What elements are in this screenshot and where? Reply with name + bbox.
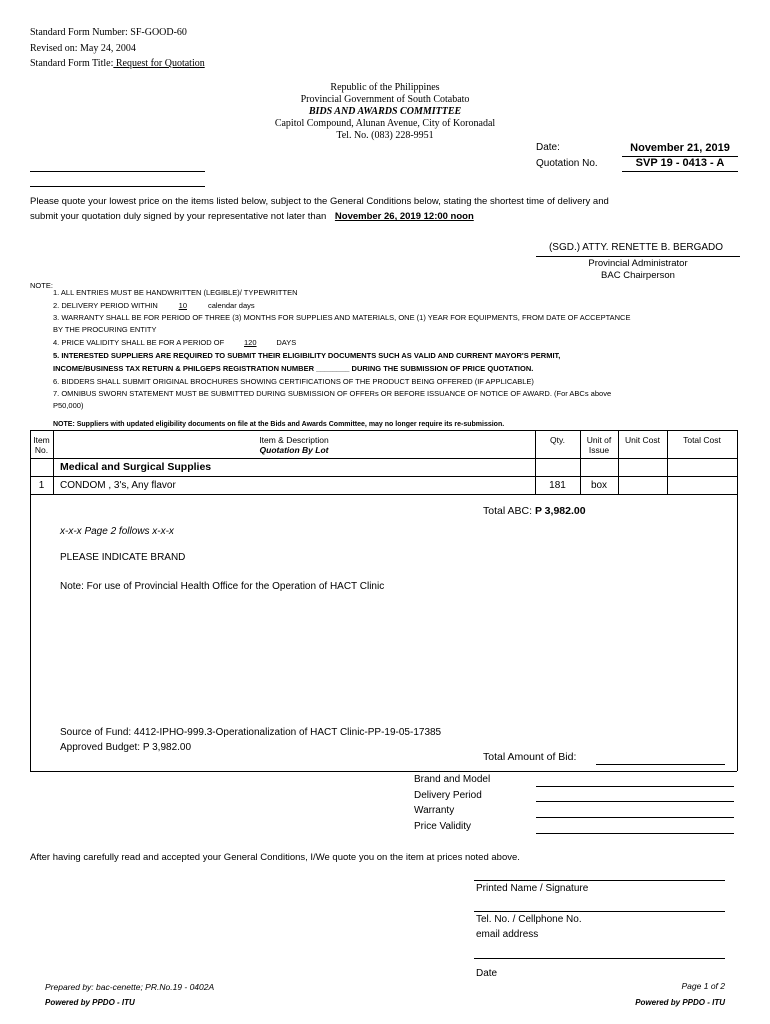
- row-item-no: 1: [38, 480, 45, 491]
- brand-model-line[interactable]: [536, 786, 734, 787]
- agency-tel: Tel. No. (083) 228-9951: [336, 130, 434, 141]
- total-abc: [483, 505, 586, 517]
- form-number: Standard Form Number: SF-GOOD-60: [30, 27, 187, 38]
- table-line-header: [30, 458, 737, 459]
- header-unit-of-issue: [580, 435, 618, 455]
- quotation-label: Quotation No.: [536, 158, 598, 169]
- signatory-title-1: Provincial Administrator: [588, 258, 688, 269]
- intro-line-1: Please quote your lowest price on the items listed below, subject to the General Conditions below, stating the shortest time of delivery and: [30, 196, 609, 207]
- note-5-b: INCOME/BUSINESS TAX RETURN & PHILGEPS REGISTRATION NUMBER ________ DURING THE SUBMISSION OF PRICE QUOTATION.: [53, 364, 534, 373]
- quotation-underline: [622, 171, 738, 172]
- date-value: November 21, 2019: [630, 142, 730, 154]
- price-validity-line[interactable]: [536, 833, 734, 834]
- form-title: [30, 58, 205, 69]
- note-4-a: 4. PRICE VALIDITY SHALL BE FOR A PERIOD OF: [53, 338, 225, 347]
- tel-label: Tel. No. / Cellphone No.: [476, 914, 582, 925]
- quotation-value: SVP 19 - 0413 - A: [635, 157, 725, 169]
- blank-line-1: [30, 171, 205, 172]
- source-of-fund: Source of Fund: 4412-IPHO-999.3-Operationalization of HACT Clinic-PP-19-05-17385: [60, 727, 442, 738]
- header-item-no: [30, 435, 53, 455]
- printed-name-line[interactable]: [474, 880, 725, 881]
- blank-line-2: [30, 186, 205, 187]
- header-qty: Qty.: [550, 435, 565, 445]
- table-line-row: [30, 494, 737, 495]
- brand-model-label: Brand and Model: [414, 774, 491, 785]
- powered-by-right: Powered by PPDO - ITU: [635, 998, 725, 1007]
- intro-line-2: [30, 211, 474, 222]
- header-unit-cost: Unit Cost: [625, 435, 660, 445]
- delivery-period-line[interactable]: [536, 801, 734, 802]
- date-line[interactable]: [474, 958, 725, 959]
- note-resubmission: NOTE: Suppliers with updated eligibility documents on file at the Bids and Awards Committee, may no longer require its re-submission.: [53, 421, 505, 428]
- row-description: CONDOM , 3's, Any flavor: [60, 480, 176, 491]
- total-abc-value: P 3,982.00: [534, 505, 586, 517]
- note-5-a: 5. INTERESTED SUPPLIERS ARE REQUIRED TO SUBMIT THEIR ELIGIBILITY DOCUMENTS SUCH AS VALID AND CURRENT MAYOR'S PERMIT,: [53, 351, 561, 360]
- prepared-by: Prepared by: bac-cenette; PR.No.19 - 0402A: [45, 982, 215, 992]
- total-bid-label: Total Amount of Bid:: [483, 751, 577, 763]
- agency-country: Republic of the Philippines: [330, 82, 440, 93]
- approved-budget: Approved Budget: P 3,982.00: [60, 742, 192, 753]
- header-unit-line2: Issue: [588, 445, 610, 455]
- agency-address: Capitol Compound, Alunan Avenue, City of Koronadal: [274, 118, 496, 129]
- agency-committee: BIDS AND AWARDS COMMITTEE: [308, 106, 462, 117]
- note-2: [53, 301, 255, 310]
- header-total-cost: Total Cost: [683, 435, 721, 445]
- price-validity-label: Price Validity: [414, 821, 472, 832]
- note-3-b: BY THE PROCURING ENTITY: [53, 325, 157, 334]
- page-number: Page 1 of 2: [681, 981, 725, 991]
- note-label: NOTE:: [30, 281, 53, 290]
- header-item-line1: Item: [33, 435, 50, 445]
- warranty-line[interactable]: [536, 817, 734, 818]
- note-4-value: 120: [244, 338, 257, 347]
- header-item-line2: No.: [34, 445, 49, 455]
- note-3-a: 3. WARRANTY SHALL BE FOR PERIOD OF THREE (3) MONTHS FOR SUPPLIES AND MATERIALS, ONE (1) YEAR FOR EQUIPMENTS, FROM DATE OF ACCEPTANCE: [53, 313, 631, 322]
- row-qty: 181: [549, 480, 566, 491]
- signatory-name: (SGD.) ATTY. RENETTE B. BERGADO: [548, 242, 724, 253]
- date-label: Date:: [536, 142, 560, 153]
- acceptance-statement: After having carefully read and accepted your General Conditions, I/We quote you on the item at prices noted above.: [30, 852, 520, 863]
- header-desc-line1: Item & Description: [259, 435, 329, 445]
- row-unit: box: [590, 480, 608, 491]
- email-label: email address: [476, 929, 539, 940]
- note-6: 6. BIDDERS SHALL SUBMIT ORIGINAL BROCHURES SHOWING CERTIFICATIONS OF THE PRODUCT BEING OFFERED (IF APPLICABLE): [53, 377, 534, 386]
- usage-note: Note: For use of Provincial Health Office for the Operation of HACT Clinic: [60, 581, 385, 592]
- note-2-value: 10: [178, 301, 188, 310]
- category-label: Medical and Surgical Supplies: [60, 461, 212, 473]
- agency-province: Provincial Government of South Cotabato: [300, 94, 470, 105]
- note-4-b: DAYS: [276, 338, 297, 347]
- table-line-top: [30, 430, 737, 431]
- form-title-label: Standard Form Title:: [30, 58, 114, 69]
- note-2-a: 2. DELIVERY PERIOD WITHIN: [53, 301, 158, 310]
- form-revised: Revised on: May 24, 2004: [30, 43, 136, 54]
- total-abc-label: Total ABC:: [483, 505, 533, 517]
- date-sign-label: Date: [476, 968, 498, 979]
- signatory-underline: [536, 256, 740, 257]
- header-description: [53, 435, 535, 455]
- intro-line-2-text: submit your quotation duly signed by your representative not later than: [30, 211, 327, 222]
- tel-line[interactable]: [474, 911, 725, 912]
- note-7-a: 7. OMNIBUS SWORN STATEMENT MUST BE SUBMITTED DURING SUBMISSION OF OFFERs OR BEFORE ISSUANCE OF NOTICE OF AWARD. (For ABCs above: [53, 389, 612, 398]
- header-unit-line1: Unit of: [586, 435, 612, 445]
- table-line-category: [30, 476, 737, 477]
- table-line-bottom: [30, 771, 737, 772]
- header-desc-line2: Quotation By Lot: [259, 445, 329, 455]
- brand-instruction: PLEASE INDICATE BRAND: [60, 552, 186, 563]
- signatory-title-2: BAC Chairperson: [601, 270, 675, 281]
- powered-by-left: Powered by PPDO - ITU: [45, 998, 135, 1007]
- printed-name-label: Printed Name / Signature: [476, 883, 589, 894]
- note-2-b: calendar days: [207, 301, 255, 310]
- note-4: [53, 338, 296, 347]
- deadline: November 26, 2019 12:00 noon: [334, 211, 474, 222]
- total-bid-input-line[interactable]: [596, 764, 725, 765]
- table-vline-right: [737, 430, 738, 771]
- note-1: 1. ALL ENTRIES MUST BE HANDWRITTEN (LEGIBLE)/ TYPEWRITTEN: [53, 288, 298, 297]
- warranty-label: Warranty: [414, 805, 455, 816]
- note-7-b: P50,000): [53, 401, 84, 410]
- delivery-period-label: Delivery Period: [414, 790, 482, 801]
- page-follows-note: x-x-x Page 2 follows x-x-x: [60, 526, 174, 537]
- form-title-value: Request for Quotation: [113, 58, 205, 69]
